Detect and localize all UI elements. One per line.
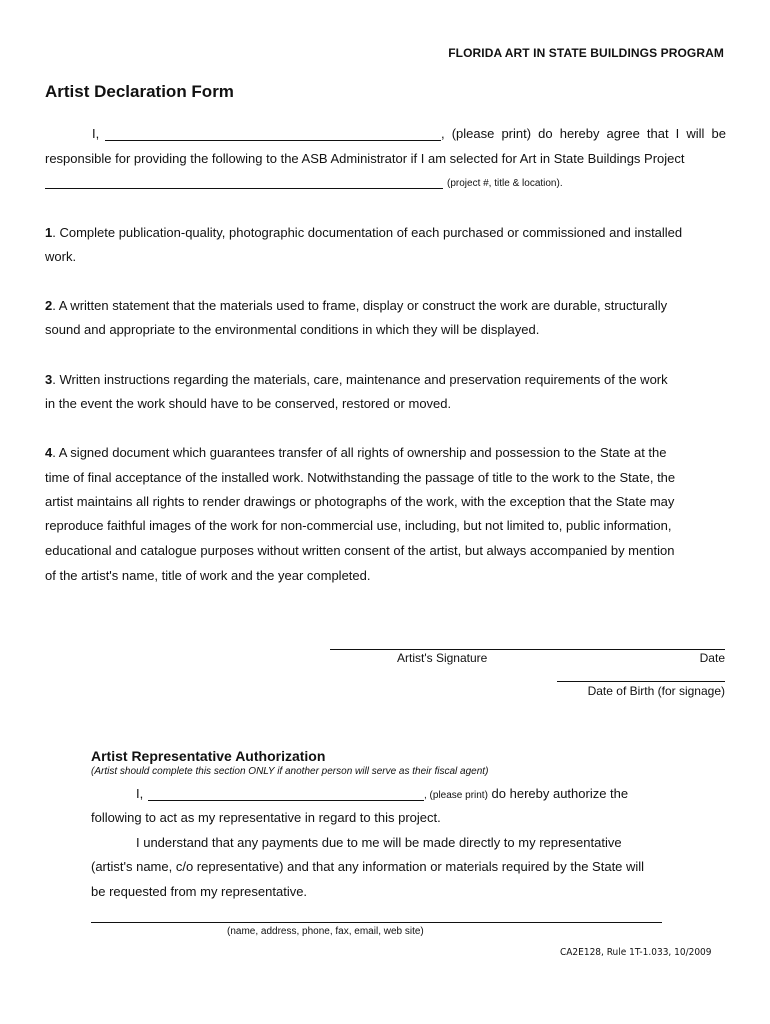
rep-line5: be requested from my representative. (91, 884, 308, 899)
item-4-line-3: reproduce faithful images of the work for non-commercial use, including, but not limited to, public information, (45, 518, 672, 533)
rep-note: (Artist should complete this section ONLY if another person will serve as their fiscal agent) (91, 766, 489, 777)
item-4-line-4: educational and catalogue purposes without written consent of the artist, but always accompanied by mention (45, 543, 675, 558)
item-2-cont: sound and appropriate to the environmental conditions in which they will be displayed. (45, 322, 540, 337)
item-1-cont: work. (45, 249, 77, 264)
item-4-text: . A signed document which guarantees transfer of all rights of ownership and possession to the State at the (52, 445, 667, 460)
program-header: FLORIDA ART IN STATE BUILDINGS PROGRAM (448, 46, 724, 60)
artist-signature-label: Artist's Signature (397, 651, 488, 665)
item-4 (45, 441, 667, 465)
rep-pronoun: I, (136, 786, 144, 801)
item-3-cont: in the event the work should have to be conserved, restored or moved. (45, 396, 452, 411)
rep-contact-line[interactable] (91, 922, 662, 923)
signature-line[interactable] (330, 649, 725, 650)
project-line[interactable] (45, 188, 443, 189)
form-code: CA2E128, Rule 1T-1.033, 10/2009 (560, 947, 712, 958)
project-hint: (project #, title & location). (447, 178, 563, 189)
dob-label: Date of Birth (for signage) (587, 684, 725, 698)
rep-name-line[interactable] (148, 800, 424, 801)
item-1-number: 1 (45, 225, 53, 240)
intro-pronoun: I, (92, 126, 100, 141)
item-2 (45, 294, 667, 318)
name-print-line[interactable] (105, 140, 441, 141)
item-3-text: . Written instructions regarding the materials, care, maintenance and preservation requirements of the work (52, 372, 668, 387)
intro-please-print: , (please print) do hereby agree that I will be (441, 126, 726, 141)
rep-title: Artist Representative Authorization (91, 748, 326, 764)
item-1 (45, 221, 682, 245)
rep-line3: I understand that any payments due to me will be made directly to my representative (136, 835, 622, 850)
rep-line2: following to act as my representative in regard to this project. (91, 810, 441, 825)
item-4-line-2: artist maintains all rights to render drawings or photographs of the work, with the exception that the State may (45, 494, 675, 509)
rep-line4: (artist's name, c/o representative) and that any information or materials required by the State will (91, 859, 645, 874)
item-3 (45, 368, 668, 392)
item-4-line-5: of the artist's name, title of work and the year completed. (45, 568, 371, 583)
item-3-number: 3 (45, 372, 53, 387)
item-4-line-1: time of final acceptance of the installed work. Notwithstanding the passage of title to the work to the State, the (45, 470, 676, 485)
rep-contact-hint: (name, address, phone, fax, email, web site) (227, 926, 424, 937)
item-2-number: 2 (45, 298, 53, 313)
rep-please-print: , (please print) (424, 790, 488, 801)
rep-authorize: do hereby authorize the (487, 786, 629, 801)
rep-line1-end (424, 782, 628, 808)
form-title: Artist Declaration Form (45, 82, 234, 101)
item-4-number: 4 (45, 445, 53, 460)
item-2-text: . A written statement that the materials used to frame, display or construct the work are durable, structurally (52, 298, 668, 313)
dob-line[interactable] (557, 681, 725, 682)
date-label: Date (699, 651, 725, 665)
item-1-text: . Complete publication-quality, photographic documentation of each purchased or commissioned and installed (52, 225, 683, 240)
intro-line2: responsible for providing the following to the ASB Administrator if I am selected for Art in State Buildings Project (45, 151, 685, 166)
